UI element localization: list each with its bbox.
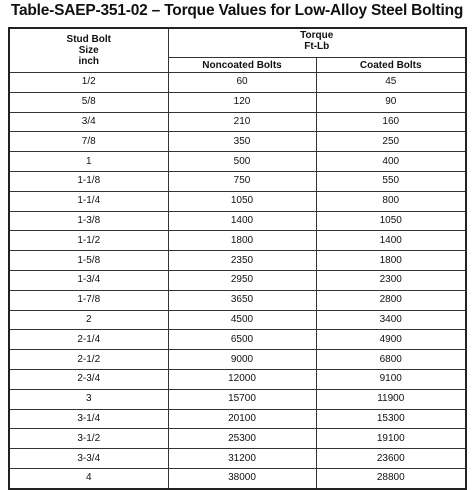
table-row [9,251,466,271]
table-row [9,191,466,211]
header-row-top [9,28,466,58]
cell-bolt-size: 1-1/2 [9,231,168,251]
table-row [9,112,466,132]
cell-coated-torque: 250 [316,132,466,152]
stud-bolt-size-header [9,28,168,73]
torque-table [8,27,467,490]
cell-bolt-size: 4 [9,468,168,488]
cell-noncoated-torque: 9000 [168,350,316,370]
cell-noncoated-torque: 25300 [168,429,316,449]
table-row [9,369,466,389]
cell-noncoated-torque: 20100 [168,409,316,429]
cell-bolt-size: 3 [9,389,168,409]
cell-bolt-size: 2 [9,310,168,330]
cell-bolt-size: 1/2 [9,73,168,93]
cell-bolt-size: 3-3/4 [9,449,168,469]
cell-coated-torque: 550 [316,171,466,191]
table-row [9,231,466,251]
cell-bolt-size: 1-7/8 [9,290,168,310]
cell-noncoated-torque: 1400 [168,211,316,231]
cell-noncoated-torque: 750 [168,171,316,191]
cell-coated-torque: 1400 [316,231,466,251]
cell-noncoated-torque: 210 [168,112,316,132]
cell-bolt-size: 5/8 [9,92,168,112]
cell-noncoated-torque: 60 [168,73,316,93]
cell-coated-torque: 2300 [316,270,466,290]
table-row [9,171,466,191]
cell-noncoated-torque: 15700 [168,389,316,409]
cell-coated-torque: 15300 [316,409,466,429]
cell-noncoated-torque: 3650 [168,290,316,310]
cell-noncoated-torque: 1050 [168,191,316,211]
table-row [9,152,466,172]
cell-coated-torque: 160 [316,112,466,132]
cell-coated-torque: 1800 [316,251,466,271]
cell-noncoated-torque: 350 [168,132,316,152]
cell-noncoated-torque: 4500 [168,310,316,330]
table-row [9,468,466,488]
cell-bolt-size: 1 [9,152,168,172]
cell-coated-torque: 2800 [316,290,466,310]
cell-bolt-size: 3-1/2 [9,429,168,449]
cell-coated-torque: 19100 [316,429,466,449]
cell-bolt-size: 2-1/4 [9,330,168,350]
table-row [9,350,466,370]
noncoated-bolts-header: Noncoated Bolts [168,58,316,73]
cell-coated-torque: 4900 [316,330,466,350]
cell-noncoated-torque: 1800 [168,231,316,251]
header-torque-line-1: Torque [300,30,334,41]
table-row [9,73,466,93]
torque-header [168,28,466,58]
cell-coated-torque: 23600 [316,449,466,469]
cell-coated-torque: 6800 [316,350,466,370]
table-row [9,92,466,112]
table-row [9,310,466,330]
cell-coated-torque: 45 [316,73,466,93]
cell-bolt-size: 1-3/4 [9,270,168,290]
cell-coated-torque: 1050 [316,211,466,231]
cell-bolt-size: 2-1/2 [9,350,168,370]
header-size-line-1: Stud Bolt [66,34,111,45]
cell-bolt-size: 1-1/4 [9,191,168,211]
cell-noncoated-torque: 12000 [168,369,316,389]
cell-bolt-size: 7/8 [9,132,168,152]
cell-noncoated-torque: 38000 [168,468,316,488]
table-row [9,330,466,350]
table-row [9,290,466,310]
cell-bolt-size: 3-1/4 [9,409,168,429]
cell-noncoated-torque: 2950 [168,270,316,290]
cell-bolt-size: 1-3/8 [9,211,168,231]
table-header [9,28,466,73]
table-row [9,270,466,290]
cell-noncoated-torque: 500 [168,152,316,172]
table-row [9,429,466,449]
cell-coated-torque: 3400 [316,310,466,330]
header-size-line-2: Size [78,45,99,56]
cell-bolt-size: 1-5/8 [9,251,168,271]
cell-coated-torque: 9100 [316,369,466,389]
table-row [9,449,466,469]
cell-noncoated-torque: 31200 [168,449,316,469]
cell-bolt-size: 1-1/8 [9,171,168,191]
table-title: Table-SAEP-351-02 – Torque Values for Low-Alloy Steel Bolting [10,2,464,19]
cell-coated-torque: 90 [316,92,466,112]
cell-coated-torque: 11900 [316,389,466,409]
table-body [9,73,466,489]
header-size-line-3: inch [78,56,100,67]
table-row [9,211,466,231]
cell-coated-torque: 400 [316,152,466,172]
cell-bolt-size: 2-3/4 [9,369,168,389]
table-row [9,409,466,429]
cell-coated-torque: 28800 [316,468,466,488]
table-row [9,132,466,152]
table-row [9,389,466,409]
cell-noncoated-torque: 6500 [168,330,316,350]
coated-bolts-header: Coated Bolts [316,58,466,73]
cell-bolt-size: 3/4 [9,112,168,132]
cell-coated-torque: 800 [316,191,466,211]
cell-noncoated-torque: 2350 [168,251,316,271]
header-torque-line-2: Ft-Lb [304,41,330,52]
cell-noncoated-torque: 120 [168,92,316,112]
